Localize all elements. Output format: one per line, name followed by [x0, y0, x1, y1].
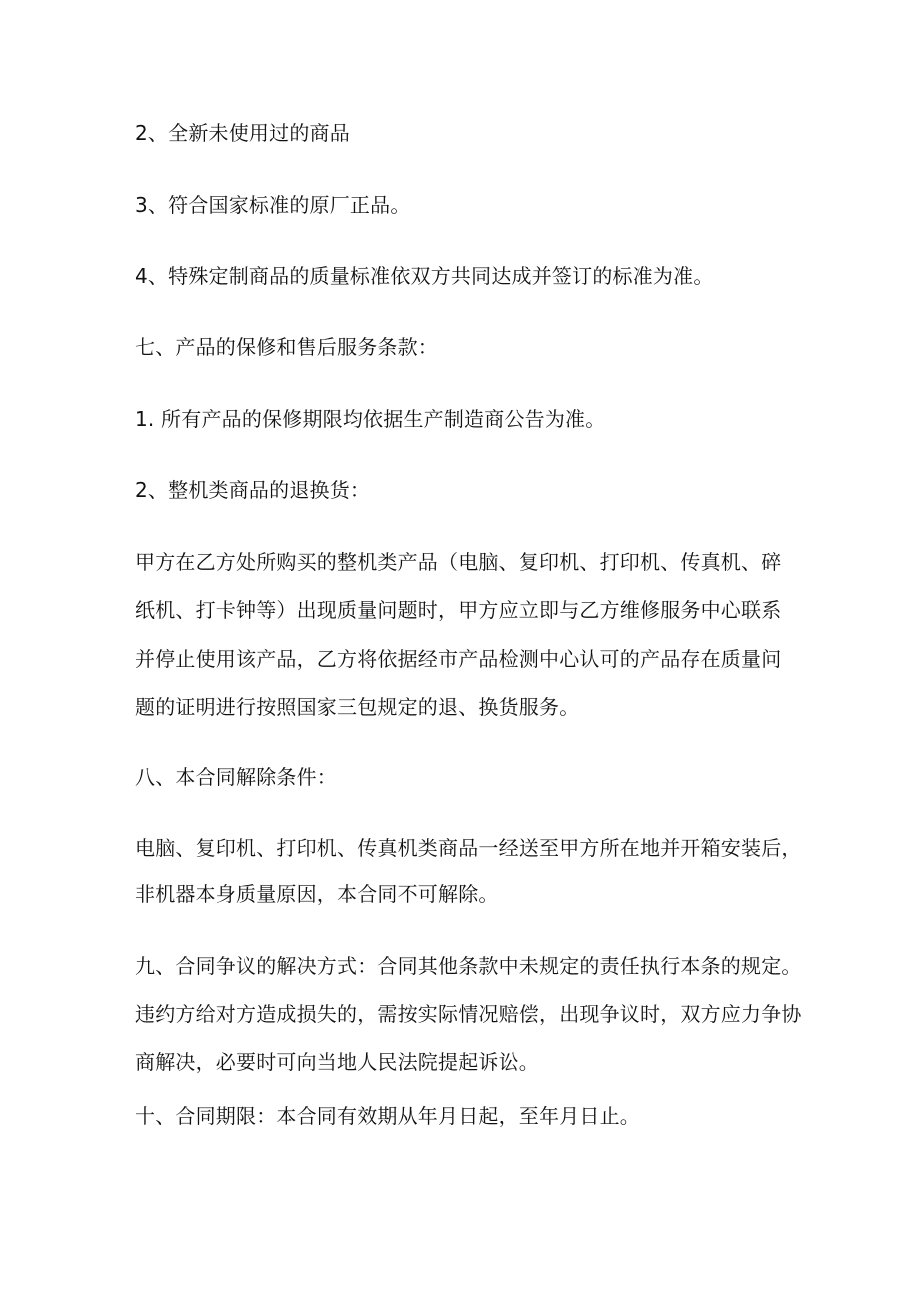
item-2-new-unused: 2、全新未使用过的商品	[135, 121, 350, 145]
section-10-term: 十、合同期限：本合同有效期从年月日起，至年月日止。	[135, 1104, 640, 1128]
return-paragraph-line-3: 并停止使用该产品，乙方将依据经市产品检测中心认可的产品存在质量问	[135, 647, 782, 671]
termination-paragraph-line-2: 非机器本身质量原因，本合同不可解除。	[135, 882, 499, 906]
return-paragraph-line-1: 甲方在乙方处所购买的整机类产品（电脑、复印机、打印机、传真机、碎	[135, 550, 782, 574]
section-9-line-3: 商解决，必要时可向当地人民法院提起诉讼。	[135, 1050, 539, 1074]
return-paragraph-line-4: 题的证明进行按照国家三包规定的退、换货服务。	[135, 695, 580, 719]
section-9-line-2: 违约方给对方造成损失的，需按实际情况赔偿，出现争议时，双方应力争协	[135, 1002, 802, 1026]
item-3-national-standard: 3、符合国家标准的原厂正品。	[135, 193, 411, 217]
termination-paragraph-line-1: 电脑、复印机、打印机、传真机类商品一经送至甲方所在地并开箱安装后，	[135, 836, 802, 860]
warranty-item-2: 2、整机类商品的退换货：	[135, 478, 371, 502]
section-7-heading: 七、产品的保修和售后服务条款：	[135, 335, 438, 359]
item-4-custom-quality: 4、特殊定制商品的质量标准依双方共同达成并签订的标准为准。	[135, 264, 714, 288]
section-9-heading-line-1: 九、合同争议的解决方式：合同其他条款中未规定的责任执行本条的规定。	[135, 954, 802, 978]
section-8-heading: 八、本合同解除条件：	[135, 765, 337, 789]
warranty-item-1: 1. 所有产品的保修期限均依据生产制造商公告为准。	[135, 407, 606, 431]
return-paragraph-line-2: 纸机、打卡钟等）出现质量问题时，甲方应立即与乙方维修服务中心联系	[135, 598, 782, 622]
